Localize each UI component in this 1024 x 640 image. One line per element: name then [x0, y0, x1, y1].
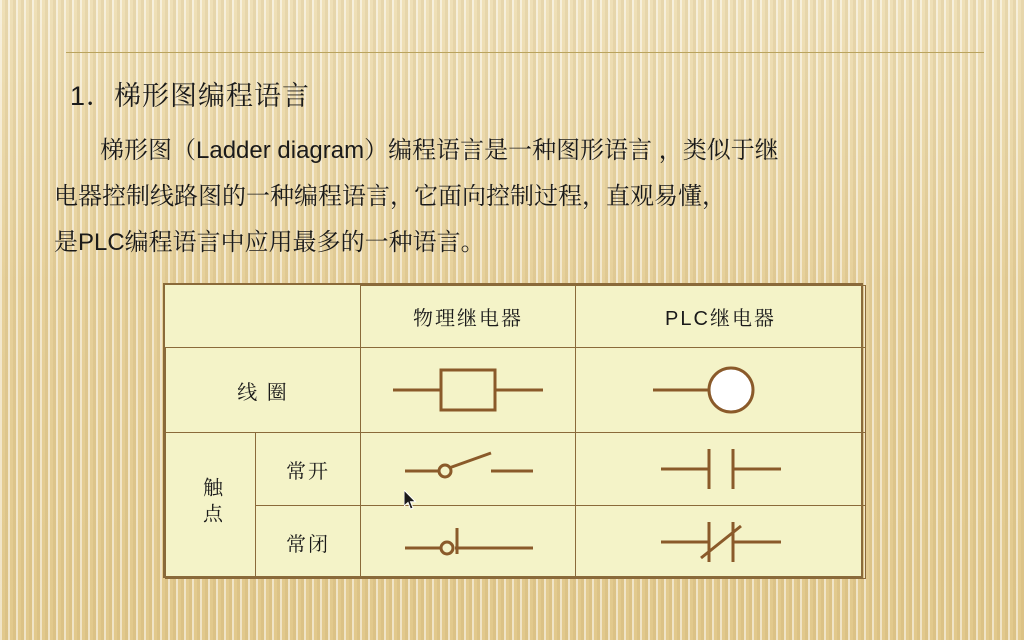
table-row	[166, 348, 866, 433]
row-sublabel-normally-closed: 常闭	[256, 506, 361, 579]
page-title: 1．梯形图编程语言	[70, 81, 311, 111]
normally-open-contact-icon	[576, 433, 866, 506]
paragraph-line-2: 电器控制线路图的一种编程语言，它面向控制过程，直观易懂，	[54, 183, 726, 210]
table-corner-cell	[166, 286, 361, 348]
header-divider	[66, 52, 984, 53]
row-sublabel-normally-open: 常开	[256, 433, 361, 506]
coil-rectangle-icon	[361, 348, 576, 433]
row-label-contact: 触点	[166, 433, 256, 579]
body-paragraph	[54, 128, 954, 266]
normally-closed-contact-icon	[576, 506, 866, 579]
column-header-plc: PLC继电器	[576, 286, 866, 348]
table-header-row	[166, 286, 866, 348]
paragraph-line-1: 梯形图（Ladder diagram）编程语言是一种图形语言 ，类似于继	[100, 137, 779, 164]
table-row	[166, 506, 866, 579]
normally-open-switch-icon	[361, 433, 576, 506]
paragraph-line-3: 是PLC编程语言中应用最多的一种语言。	[54, 229, 485, 256]
coil-circle-icon	[576, 348, 866, 433]
normally-closed-switch-icon	[361, 506, 576, 579]
relay-symbol-table	[163, 283, 863, 578]
column-header-physical: 物理继电器	[361, 286, 576, 348]
table-row	[166, 433, 866, 506]
row-label-coil: 线 圈	[166, 348, 361, 433]
